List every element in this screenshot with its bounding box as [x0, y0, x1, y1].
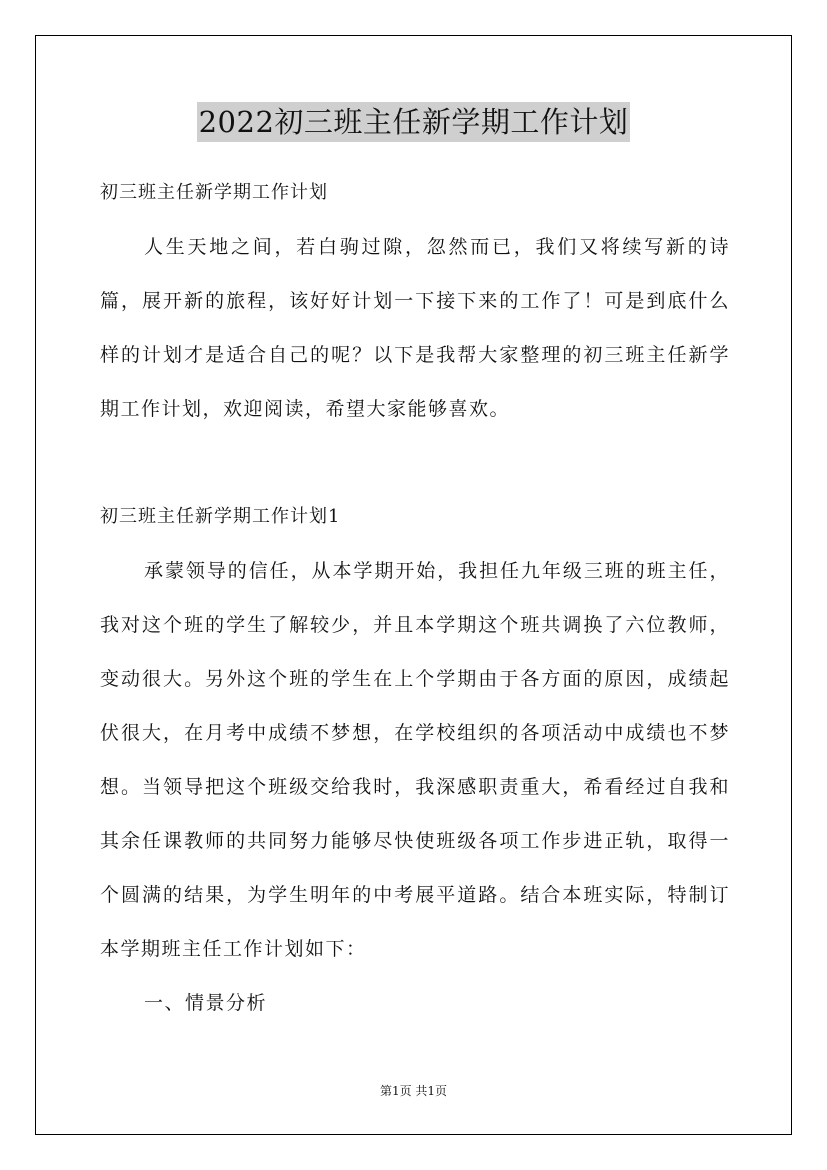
page-footer: 第1页 共1页	[379, 1084, 448, 1098]
section-title: 初三班主任新学期工作计划1	[100, 506, 341, 527]
document-subtitle: 初三班主任新学期工作计划	[100, 182, 328, 203]
title-container	[0, 102, 827, 142]
section-heading: 一、情景分析	[144, 992, 268, 1014]
intro-paragraph: 人生天地之间，若白驹过隙，忽然而已，我们又将续写新的诗篇，展开新的旅程，该好好计划一下接下来的工作了！可是到底什么样的计划才是适合自己的呢？以下是我帮大家整理的初三班主任新学期工作计划，欢迎阅读，希望大家能够喜欢。	[100, 236, 730, 420]
body-paragraph: 承蒙领导的信任，从本学期开始，我担任九年级三班的班主任，我对这个班的学生了解较少，并且本学期这个班共调换了六位教师，变动很大。另外这个班的学生在上个学期由于各方面的原因，成绩起伏很大，在月考中成绩不梦想，在学校组织的各项活动中成绩也不梦想。当领导把这个班级交给我时，我深感职责重大，希看经过自我和其余任课教师的共同努力能够尽快使班级各项工作步进正轨，取得一个圆满的结果，为学生明年的中考展平道路。结合本班实际，特制订本学期班主任工作计划如下：	[100, 560, 730, 960]
document-title: 2022初三班主任新学期工作计划	[197, 102, 631, 142]
